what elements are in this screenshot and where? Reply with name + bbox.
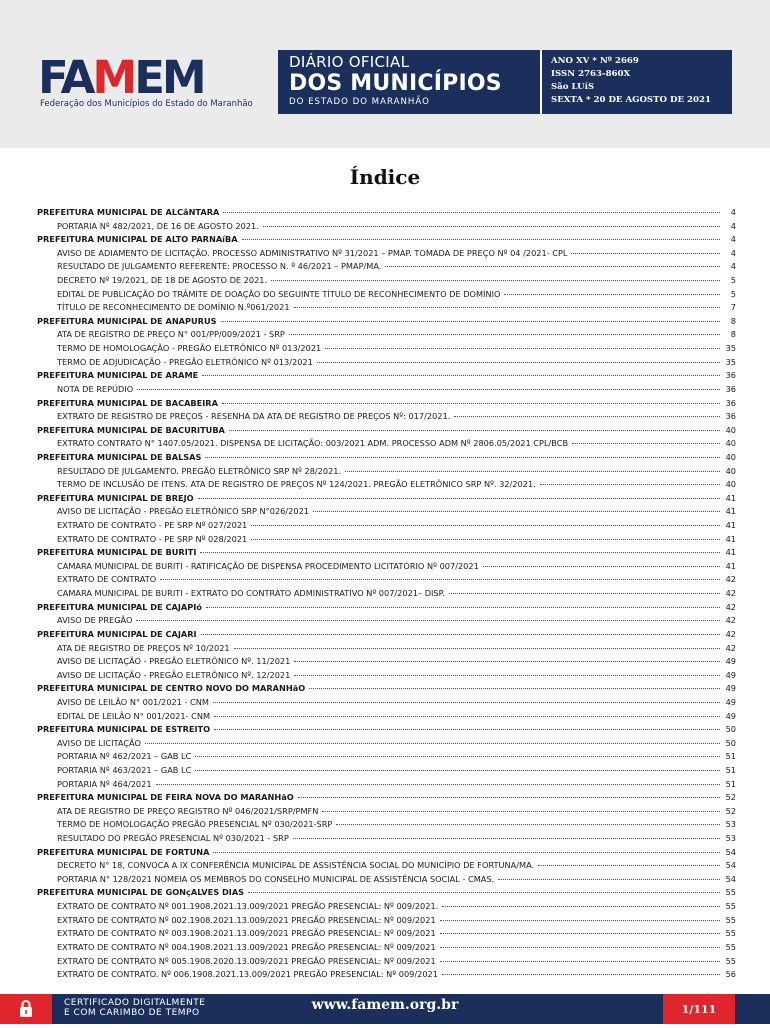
toc-entry-row[interactable]	[37, 696, 736, 710]
toc-section-row[interactable]	[37, 424, 736, 438]
toc-section-row[interactable]	[37, 315, 736, 329]
toc-leader-dots	[309, 688, 720, 689]
toc-page-number: 40	[725, 424, 736, 435]
publication-title-line2: DOS MUNICÍPIOS	[289, 71, 502, 96]
index-title: Índice	[349, 165, 421, 189]
toc-section-row[interactable]	[37, 846, 736, 860]
toc-leader-dots	[571, 253, 720, 254]
toc-leader-dots	[317, 362, 720, 363]
toc-leader-dots	[498, 879, 720, 880]
toc-page-number: 55	[725, 928, 736, 939]
toc-page-number: 41	[725, 506, 736, 517]
toc-leader-dots	[294, 661, 720, 662]
toc-section-row[interactable]	[37, 397, 736, 411]
toc-entry-title: TERMO DE HOMOLOGAÇÃO PREGÃO PRESENCIAL Nº 030/2021-SRP	[57, 819, 333, 830]
toc-section-row[interactable]	[37, 723, 736, 737]
toc-entry-title: RESULTADO DE JULGAMENTO. PREGÃO ELETRÔNICO SRP Nº 28/2021.	[57, 465, 342, 476]
toc-section-title: PREFEITURA MUNICIPAL DE ANAPURUS	[37, 315, 217, 326]
toc-page-number: 35	[725, 343, 736, 354]
toc-leader-dots	[294, 307, 720, 308]
toc-leader-dots	[385, 266, 720, 267]
toc-page-number: 54	[725, 860, 736, 871]
toc-leader-dots	[440, 947, 720, 948]
toc-entry-title: PORTARIA N° 128/2021 NOMEIA OS MEMBROS DO CONSELHO MUNICIPAL DE ASSISTÊNCIA SOCIAL - CMAS.	[57, 873, 495, 884]
toc-section-title: PREFEITURA MUNICIPAL DE BURITI	[37, 547, 197, 558]
toc-entry-title: NOTA DE REPÚDIO	[57, 383, 134, 394]
toc-page-number: 35	[725, 356, 736, 367]
toc-leader-dots	[289, 334, 720, 335]
toc-page-number: 4	[730, 234, 736, 245]
toc-leader-dots	[195, 770, 720, 771]
toc-entry-row[interactable]	[37, 955, 736, 969]
toc-page-number: 52	[725, 805, 736, 816]
toc-section-row[interactable]	[37, 369, 736, 383]
toc-page-number: 49	[725, 710, 736, 721]
toc-section-title: PREFEITURA MUNICIPAL DE FORTUNA	[37, 846, 210, 857]
toc-page-number: 55	[725, 955, 736, 966]
toc-entry-title: DECRETO Nº 19/2021, DE 18 DE AGOSTO DE 2021.	[57, 275, 268, 286]
edition-city: São LUíS	[551, 82, 595, 92]
toc-page-number: 49	[725, 656, 736, 667]
toc-entry-row[interactable]	[37, 383, 736, 397]
toc-page-number: 40	[725, 465, 736, 476]
toc-entry-row[interactable]	[37, 642, 736, 656]
toc-entry-row[interactable]	[37, 260, 736, 274]
toc-entry-title: TERMO DE HOMOLOGAÇÃO - PREGÃO ELETRÔNICO Nº 013/2021	[57, 343, 322, 354]
toc-page-number: 49	[725, 683, 736, 694]
toc-section-title: PREFEITURA MUNICIPAL DE ESTREITO	[37, 724, 211, 735]
toc-entry-title: AVISO DE PREGÃO	[57, 615, 133, 626]
toc-section-title: PREFEITURA MUNICIPAL DE ALCâNTARA	[37, 207, 220, 217]
toc-leader-dots	[229, 430, 720, 431]
toc-entry-title: ATA DE REGISTRO DE PREÇO N° 001/PP/009/2021 - SRP	[57, 329, 285, 340]
toc-page-number: 42	[725, 588, 736, 599]
toc-entry-row[interactable]	[37, 505, 736, 519]
toc-entry-row[interactable]	[37, 247, 736, 261]
toc-page-number: 54	[725, 873, 736, 884]
toc-leader-dots	[538, 865, 720, 866]
toc-leader-dots	[263, 226, 720, 227]
header-banner	[0, 0, 770, 148]
toc-leader-dots	[298, 797, 720, 798]
toc-page-number: 55	[725, 901, 736, 912]
toc-entry-title: CAMARA MUNICIPAL DE BURITI - EXTRATO DO CONTRATO ADMINISTRATIVO Nº 007/2021– DISP.	[57, 588, 445, 599]
toc-entry-row[interactable]	[37, 832, 736, 846]
toc-entry-title: EXTRATO CONTRATO N° 1407.05/2021. DISPENSA DE LICITAÇÃO: 003/2021 ADM. PROCESSO ADM Nº 2806.05/2021 CPL/BCB	[57, 438, 569, 449]
footer-bar	[0, 994, 770, 1024]
toc-entry-title: PORTARIA Nº 463/2021 – GAB LC	[57, 764, 192, 775]
toc-entry-row[interactable]	[37, 519, 736, 533]
toc-leader-dots	[251, 539, 720, 540]
toc-entry-row[interactable]	[37, 710, 736, 724]
page-indicator	[663, 994, 735, 1024]
toc-section-row[interactable]	[37, 206, 736, 220]
toc-entry-row[interactable]	[37, 288, 736, 302]
toc-page-number: 42	[725, 615, 736, 626]
toc-section-row[interactable]	[37, 451, 736, 465]
toc-entry-row[interactable]	[37, 573, 736, 587]
toc-page-number: 5	[730, 275, 736, 286]
toc-leader-dots	[214, 716, 720, 717]
toc-leader-dots	[223, 212, 720, 213]
toc-section-title: PREFEITURA MUNICIPAL DE GONçALVES DIAS	[37, 887, 245, 898]
toc-leader-dots	[137, 389, 720, 390]
toc-entry-title: EXTRATO DE CONTRATO Nº 002.1908.2021.13.009/2021 PREGÃO PRESENCIAL: Nº 009/2021	[57, 914, 436, 925]
toc-page-number: 40	[725, 451, 736, 462]
logo-wordmark: FAMEM	[38, 51, 204, 104]
toc-entry-row[interactable]	[37, 669, 736, 683]
toc-entry-row[interactable]	[37, 533, 736, 547]
toc-page-number: 42	[725, 574, 736, 585]
toc-entry-row[interactable]	[37, 968, 736, 982]
toc-entry-row[interactable]	[37, 342, 736, 356]
toc-page-number: 36	[725, 397, 736, 408]
toc-leader-dots	[214, 729, 720, 730]
publication-title-line3: DO ESTADO DO MARANHÃO	[289, 97, 430, 107]
toc-page-number: 4	[730, 247, 736, 258]
toc-page-number: 41	[725, 520, 736, 531]
toc-entry-title: EXTRATO DE CONTRATO	[57, 574, 157, 585]
toc-entry-row[interactable]	[37, 764, 736, 778]
toc-entry-title: EXTRATO DE CONTRATO. Nº 006.1908.2021.13.009/2021 PREGÃO PRESENCIAL: Nº 009/2021	[57, 969, 438, 980]
toc-section-title: PREFEITURA MUNICIPAL DE CENTRO NOVO DO MARANHãO	[37, 683, 306, 694]
edition-date: SEXTA * 20 DE AGOSTO DE 2021	[551, 95, 711, 105]
toc-page-number: 4	[730, 207, 736, 217]
publication-title-line1: DIÁRIO OFICIAL	[289, 53, 410, 71]
toc-entry-row[interactable]	[37, 750, 736, 764]
toc-page-number: 40	[725, 438, 736, 449]
toc-entry-row[interactable]	[37, 655, 736, 669]
toc-section-row[interactable]	[37, 628, 736, 642]
toc-page-number: 41	[725, 492, 736, 503]
toc-entry-row[interactable]	[37, 410, 736, 424]
toc-leader-dots	[442, 906, 720, 907]
toc-leader-dots	[213, 852, 720, 853]
toc-leader-dots	[336, 824, 720, 825]
toc-page-number: 49	[725, 696, 736, 707]
toc-section-row[interactable]	[37, 886, 736, 900]
toc-page-number: 41	[725, 560, 736, 571]
toc-entry-title: EDITAL DE LEILÃO N° 001/2021- CNM	[57, 710, 211, 721]
website-link[interactable]: www.famem.org.br	[311, 997, 459, 1013]
toc-leader-dots	[442, 974, 720, 975]
toc-leader-dots	[136, 620, 720, 621]
toc-leader-dots	[195, 756, 720, 757]
toc-section-title: PREFEITURA MUNICIPAL DE BACURITUBA	[37, 424, 225, 435]
toc-page-number: 8	[730, 315, 736, 326]
toc-page-number: 52	[725, 792, 736, 803]
toc-page-number: 50	[725, 737, 736, 748]
toc-entry-row[interactable]	[37, 941, 736, 955]
toc-page-number: 36	[725, 370, 736, 381]
toc-leader-dots	[160, 579, 720, 580]
toc-section-row[interactable]	[37, 791, 736, 805]
toc-leader-dots	[293, 838, 720, 839]
page-number: 1/111	[681, 1003, 717, 1016]
toc-entry-row[interactable]	[37, 560, 736, 574]
toc-entry-row[interactable]	[37, 587, 736, 601]
toc-entry-row[interactable]	[37, 301, 736, 315]
famem-logo	[38, 51, 274, 110]
toc-leader-dots	[440, 920, 720, 921]
toc-entry-row[interactable]	[37, 356, 736, 370]
toc-entry-title: AVISO DE LEILÃO N° 001/2021 - CNM	[57, 696, 209, 707]
toc-leader-dots	[483, 566, 720, 567]
toc-leader-dots	[248, 892, 720, 893]
toc-entry-title: EXTRATO DE CONTRATO Nº 005.1908.2020.13.009/2021 PREGÃO PRESENCIAL: Nº 009/2021	[57, 955, 436, 966]
toc-page-number: 51	[725, 751, 736, 762]
toc-page-number: 5	[730, 288, 736, 299]
toc-entry-row[interactable]	[37, 818, 736, 832]
toc-leader-dots	[221, 321, 720, 322]
toc-section-title: PREFEITURA MUNICIPAL DE CAJAPIó	[37, 601, 202, 612]
toc-entry-row[interactable]	[37, 274, 736, 288]
toc-page-number: 51	[725, 764, 736, 775]
toc-section-title: PREFEITURA MUNICIPAL DE BACABEIRA	[37, 397, 218, 408]
toc-leader-dots	[145, 743, 720, 744]
toc-page-number: 53	[725, 833, 736, 844]
toc-section-row[interactable]	[37, 546, 736, 560]
toc-section-row[interactable]	[37, 233, 736, 247]
toc-entry-title: AVISO DE LICITAÇÃO - PREGÃO ELETRÔNICO SRP N°026/2021	[57, 506, 309, 517]
toc-entry-row[interactable]	[37, 778, 736, 792]
toc-leader-dots	[198, 498, 720, 499]
toc-entry-title: EXTRATO DE CONTRATO Nº 001.1908.2021.13.009/2021 PREGÃO PRESENCIAL: Nº 009/2021.	[57, 901, 439, 912]
toc-leader-dots	[202, 375, 720, 376]
toc-entry-title: AVISO DE LICITAÇÃO - PREGÃO ELETRÔNICO Nº. 12/2021	[57, 669, 291, 680]
toc-section-title: PREFEITURA MUNICIPAL DE CAJARI	[37, 628, 197, 639]
toc-section-title: PREFEITURA MUNICIPAL DE ARAME	[37, 370, 199, 381]
toc-entry-title: EXTRATO DE CONTRATO Nº 003.1908.2021.13.009/2021 PREGÃO PRESENCIAL: Nº 009/2021	[57, 928, 436, 939]
toc-page-number: 53	[725, 819, 736, 830]
toc-section-row[interactable]	[37, 601, 736, 615]
toc-leader-dots	[440, 961, 720, 962]
toc-entry-title: PORTARIA Nº 464/2021	[57, 778, 152, 789]
toc-section-row[interactable]	[37, 492, 736, 506]
toc-page-number: 55	[725, 941, 736, 952]
toc-entry-title: PORTARIA Nº 462/2021 – GAB LC	[57, 751, 192, 762]
toc-entry-row[interactable]	[37, 805, 736, 819]
toc-page-number: 41	[725, 533, 736, 544]
toc-entry-row[interactable]	[37, 859, 736, 873]
toc-page-number: 4	[730, 261, 736, 272]
toc-leader-dots	[345, 471, 720, 472]
toc-page-number: 55	[725, 914, 736, 925]
toc-page-number: 50	[725, 724, 736, 735]
toc-section-title: PREFEITURA MUNICIPAL DE BALSAS	[37, 451, 202, 462]
toc-page-number: 7	[730, 302, 736, 313]
toc-entry-title: RESULTADO DO PREGÃO PRESENCIAL Nº 030/2021 - SRP	[57, 833, 289, 844]
toc-page-number: 40	[725, 479, 736, 490]
issn: ISSN 2763-860X	[551, 69, 631, 79]
toc-entry-title: TERMO DE INCLUSÃO DE ITENS. ATA DE REGISTRO DE PREÇOS Nº 124/2021. PREGÃO ELETRÔNICO SRP Nº. 32/2021.	[57, 479, 536, 490]
cert-line1: CERTIFICADO DIGITALMENTE	[64, 998, 206, 1008]
toc-entry-title: DECRETO N° 18, CONVOCA A IX CONFERÊNCIA MUNICIPAL DE ASSISTÊNCIA SOCIAL DO MUNICÍPIO DE FORTUNA/MA.	[57, 860, 535, 871]
toc-section-row[interactable]	[37, 682, 736, 696]
toc-leader-dots	[440, 933, 720, 934]
toc-entry-title: ATA DE REGISTRO DE PREÇOS Nº 10/2021	[57, 642, 230, 653]
toc-entry-title: AVISO DE LICITAÇÃO	[57, 737, 141, 748]
toc-leader-dots	[322, 811, 720, 812]
toc-entry-row[interactable]	[37, 328, 736, 342]
toc-entry-row[interactable]	[37, 900, 736, 914]
toc-page-number: 36	[725, 411, 736, 422]
toc-leader-dots	[201, 634, 720, 635]
toc-entry-row[interactable]	[37, 478, 736, 492]
edition-info-box	[540, 50, 732, 114]
toc-entry-title: CAMARA MUNICIPAL DE BURITI - RATIFICAÇÃO DE DISPENSA PROCEDIMENTO LICITATÓRIO Nº 007/2021	[57, 560, 479, 571]
toc-entry-row[interactable]	[37, 465, 736, 479]
toc-page-number: 36	[725, 383, 736, 394]
toc-page-number: 42	[725, 601, 736, 612]
toc-page-number: 8	[730, 329, 736, 340]
toc-entry-row[interactable]	[37, 927, 736, 941]
edition-number: ANO XV * Nº 2669	[551, 56, 639, 66]
toc-leader-dots	[251, 525, 720, 526]
toc-entry-title: PORTARIA Nº 482/2021, DE 16 DE AGOSTO 2021.	[57, 220, 259, 231]
publication-title-box	[278, 50, 540, 114]
toc-leader-dots	[572, 443, 720, 444]
toc-page-number: 49	[725, 669, 736, 680]
toc-leader-dots	[156, 784, 720, 785]
toc-section-title: PREFEITURA MUNICIPAL DE BREJO	[37, 492, 194, 503]
toc-leader-dots	[454, 416, 720, 417]
toc-entry-row[interactable]	[37, 914, 736, 928]
toc-page-number: 55	[725, 887, 736, 898]
toc-entry-title: EXTRATO DE REGISTRO DE PREÇOS - RESENHA DA ATA DE REGISTRO DE PREÇOS Nº: 017/2021.	[57, 411, 451, 422]
toc-entry-title: TÍTULO DE RECONHECIMENTO DE DOMÍNIO N.º061/2021	[57, 302, 290, 313]
toc-entry-row[interactable]	[37, 614, 736, 628]
toc-leader-dots	[205, 457, 720, 458]
toc-entry-row[interactable]	[37, 873, 736, 887]
toc-leader-dots	[504, 294, 720, 295]
cert-line2: E COM CARIMBO DE TEMPO	[64, 1008, 200, 1018]
toc-leader-dots	[222, 403, 720, 404]
toc-leader-dots	[213, 702, 720, 703]
toc-entry-title: AVISO DE ADIAMENTO DE LICITAÇÃO. PROCESSO ADMINISTRATIVO Nº 31/2021 – PMAP. TOMADA DE PREÇO Nº 04 /2021- CPL	[57, 247, 568, 258]
toc-entry-title: AVISO DE LICITAÇÃO - PREGÃO ELETRÔNICO Nº. 11/2021	[57, 656, 291, 667]
toc-entry-title: RESULTADO DE JULGAMENTO REFERENTE: PROCESSO N. º 46/2021 – PMAP/MA.	[57, 261, 382, 272]
table-of-contents	[37, 206, 736, 982]
toc-leader-dots	[200, 552, 720, 553]
toc-leader-dots	[313, 511, 720, 512]
toc-entry-title: EXTRATO DE CONTRATO Nº 004.1908.2021.13.009/2021 PREGÃO PRESENCIAL: Nº 009/2021	[57, 941, 436, 952]
toc-entry-row[interactable]	[37, 437, 736, 451]
toc-page-number: 4	[730, 220, 736, 231]
toc-entry-row[interactable]	[37, 220, 736, 234]
toc-leader-dots	[540, 484, 720, 485]
logo-subtitle: Federação dos Municípios do Estado do Maranhão	[40, 99, 253, 109]
toc-leader-dots	[206, 607, 720, 608]
toc-leader-dots	[242, 239, 720, 240]
toc-section-title: PREFEITURA MUNICIPAL DE ALTO PARNAíBA	[37, 234, 238, 245]
toc-entry-title: EXTRATO DE CONTRATO - PE SRP Nº 027/2021	[57, 520, 248, 531]
toc-section-title: PREFEITURA MUNICIPAL DE FEIRA NOVA DO MARANHãO	[37, 792, 294, 803]
toc-leader-dots	[449, 593, 720, 594]
toc-leader-dots	[294, 675, 720, 676]
toc-page-number: 42	[725, 642, 736, 653]
toc-page-number: 51	[725, 778, 736, 789]
toc-leader-dots	[271, 280, 720, 281]
toc-page-number: 41	[725, 547, 736, 558]
toc-entry-title: EXTRATO DE CONTRATO - PE SRP Nº 028/2021	[57, 533, 248, 544]
toc-entry-row[interactable]	[37, 737, 736, 751]
toc-page-number: 42	[725, 628, 736, 639]
toc-entry-title: ATA DE REGISTRO DE PREÇO REGISTRO Nº 046/2021/SRP/PMFN	[57, 805, 319, 816]
toc-leader-dots	[325, 348, 720, 349]
toc-entry-title: TERMO DE ADJUDICAÇÃO - PREGÃO ELETRÔNICO Nº 013/2021	[57, 356, 313, 367]
toc-entry-title: EDITAL DE PUBLICAÇÃO DO TRÂMITE DE DOAÇÃO DO SEGUINTE TÍTULO DE RECONHECIMENTO DE DOMÍNIO	[57, 288, 501, 299]
toc-page-number: 54	[725, 846, 736, 857]
toc-page-number: 56	[725, 969, 736, 980]
toc-leader-dots	[234, 648, 720, 649]
